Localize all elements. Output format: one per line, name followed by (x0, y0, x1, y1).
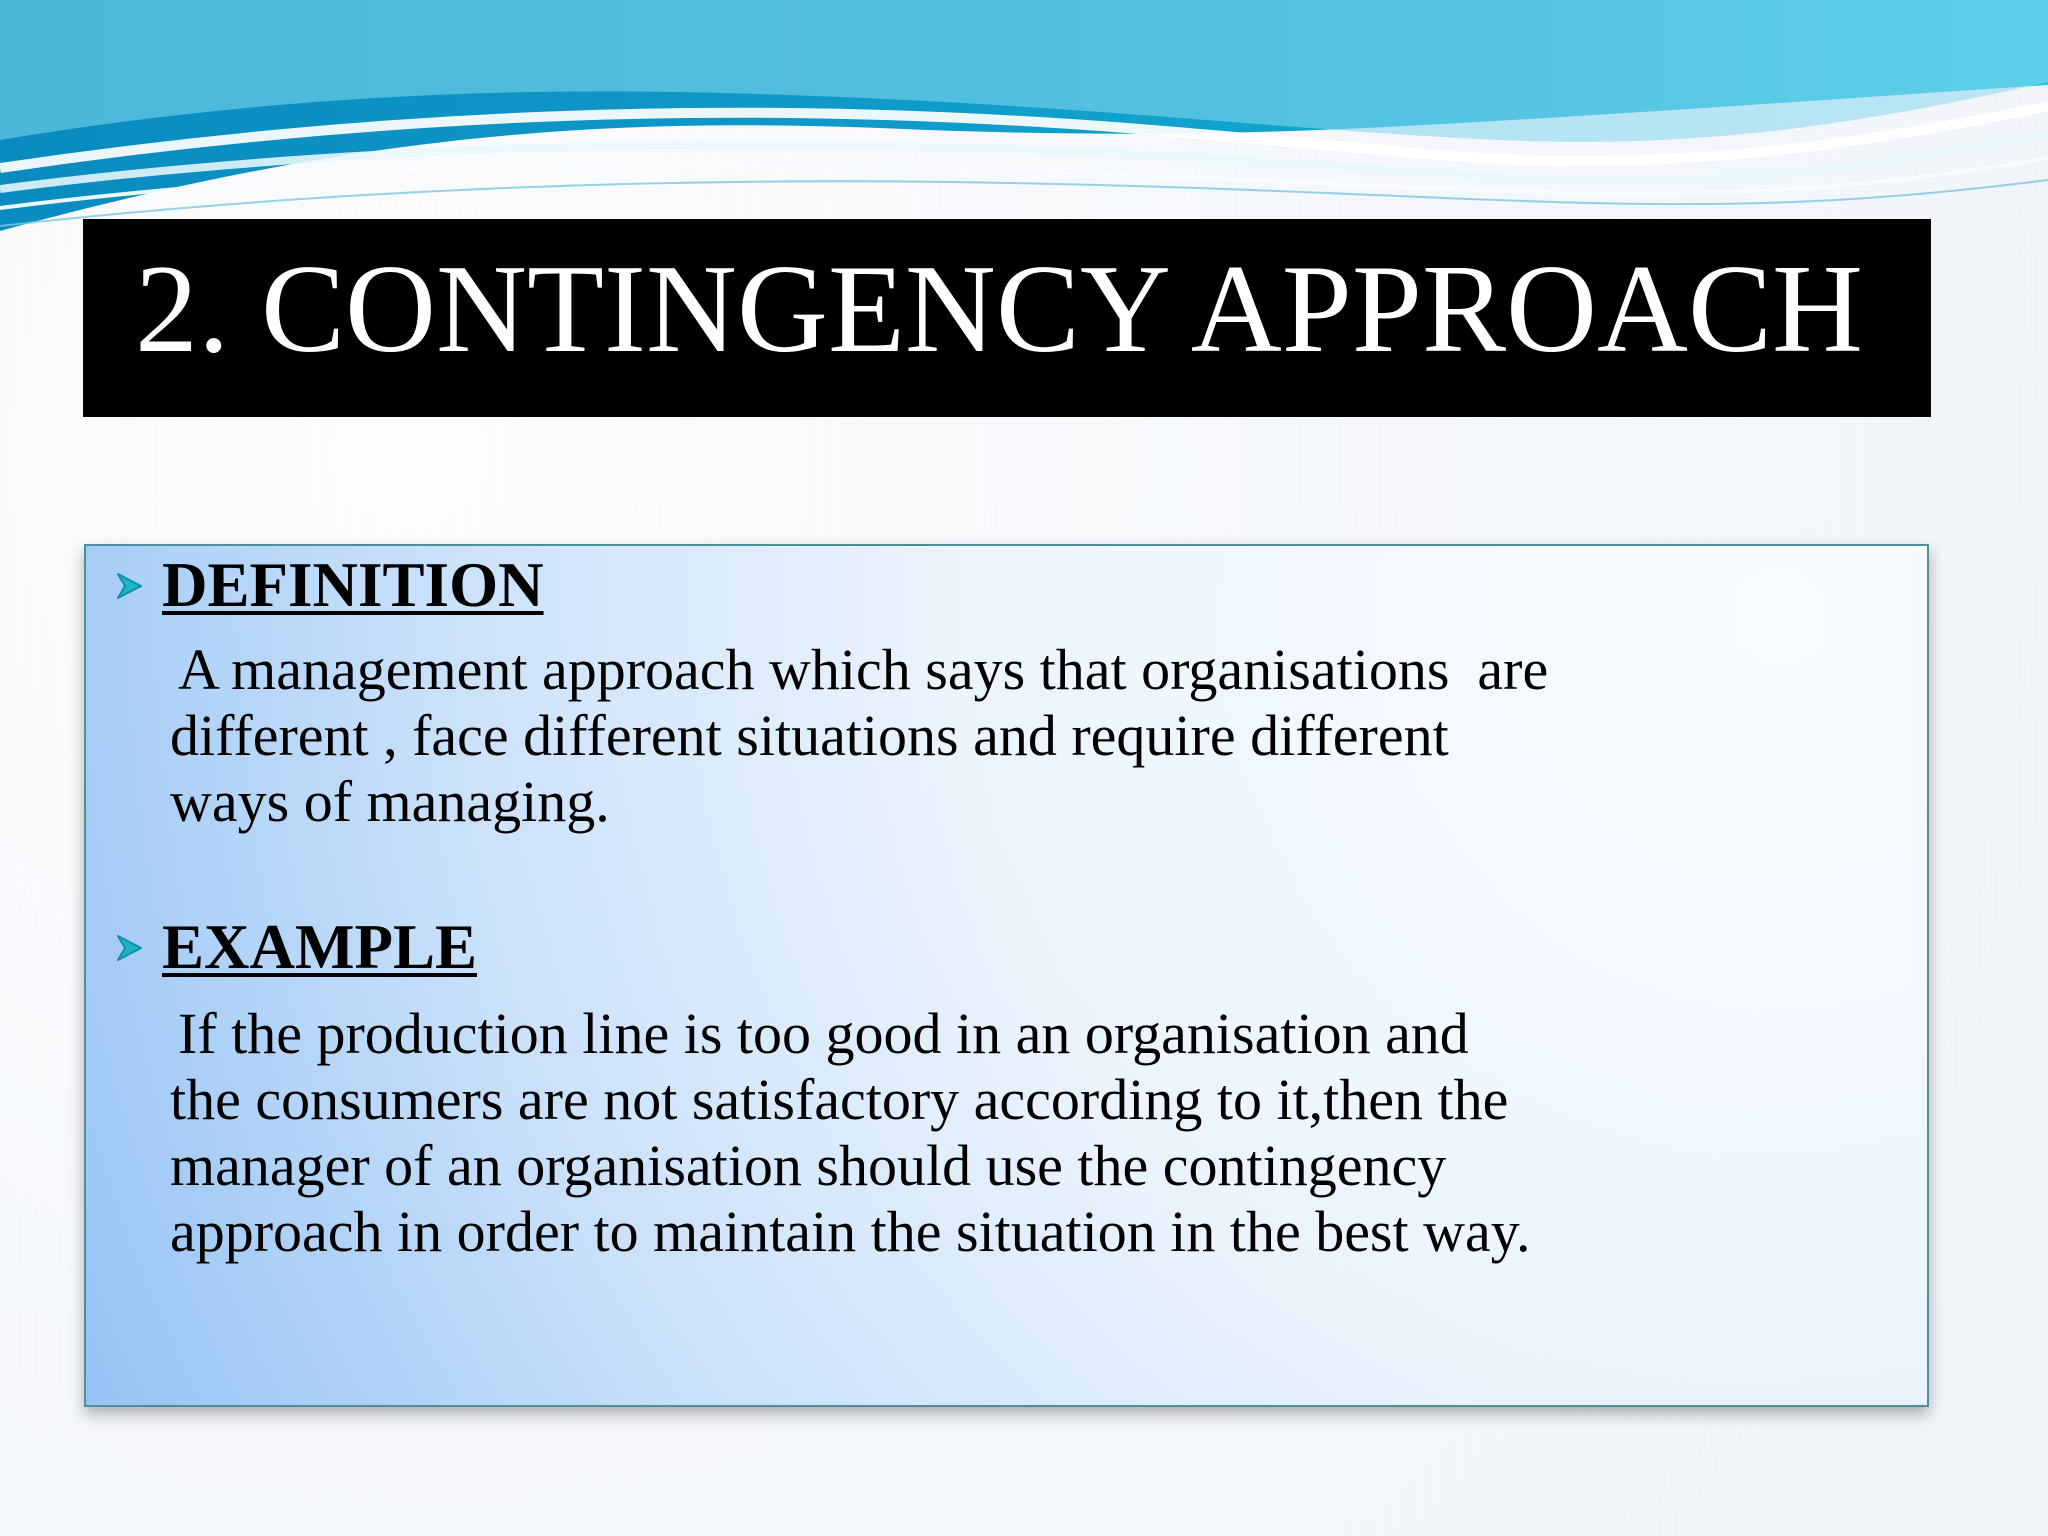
definition-line-3: ways of managing. (170, 769, 610, 834)
slide-title: 2. CONTINGENCY APPROACH (135, 240, 1864, 379)
definition-line-1-tail: are (1477, 637, 1549, 702)
example-line-2: the consumers are not satisfactory according to it,then the (170, 1067, 1509, 1132)
definition-text (170, 637, 1930, 835)
example-heading: EXAMPLE (162, 912, 477, 982)
title-bar (83, 219, 1931, 417)
example-line-1: If the production line is too good in an organisation and (178, 1001, 1469, 1066)
content-box (84, 544, 1929, 1407)
definition-heading: DEFINITION (162, 550, 544, 620)
definition-line-1 (170, 637, 1930, 703)
example-line-4: approach in order to maintain the situation in the best way. (170, 1199, 1531, 1264)
chevron-right-icon (114, 569, 148, 603)
example-line-3: manager of an organisation should use the contingency (170, 1133, 1447, 1198)
definition-line-1-main: A management approach which says that organisations (178, 637, 1450, 702)
chevron-right-icon (114, 931, 148, 965)
definition-heading-row (114, 550, 544, 620)
top-wave-decoration (0, 0, 2048, 240)
example-heading-row (114, 912, 477, 982)
example-text (170, 1001, 1910, 1265)
definition-line-2: different , face different situations and require different (170, 703, 1449, 768)
